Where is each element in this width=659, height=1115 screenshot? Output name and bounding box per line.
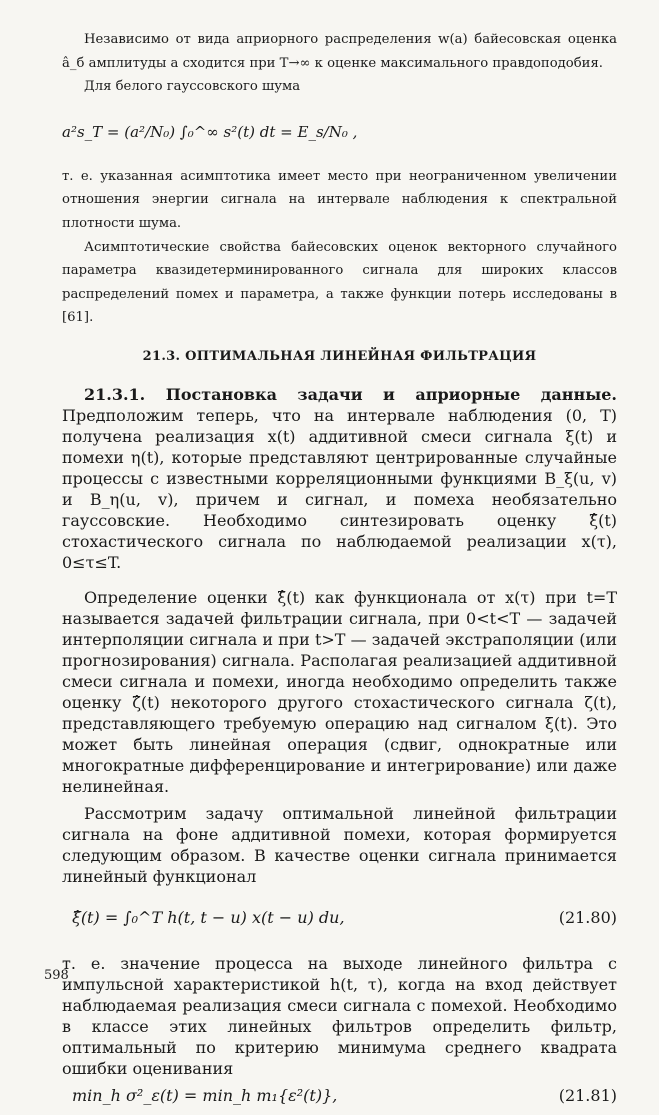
paragraph-2: Для белого гауссовского шума: [84, 79, 301, 95]
paragraph-5: [62, 384, 617, 573]
equation-21-80: [62, 891, 617, 953]
equation-21-80-number: (21.80): [558, 907, 617, 927]
paragraph-1: Независимо от вида априорного распределения w(a) байесовская оценка â_б амплитуды a сходится при T→∞ к оценке максимального правдоподобия.: [62, 32, 617, 71]
equation-21-81-number: (21.81): [558, 1085, 617, 1105]
equation-21-81-text: min_h σ²_ε(t) = min_h m₁{ε²(t)},: [72, 1085, 338, 1105]
equation-snr: [62, 103, 617, 165]
page-number: 598: [44, 968, 69, 983]
equation-snr-text: a²s_T = (a²/N₀) ∫₀^∞ s²(t) dt = E_s/N₀ ,: [62, 122, 358, 141]
paragraph-4: Асимптотические свойства байесовских оценок векторного случайного параметра квазидетерминированного сигнала для широких классов распределений помех и параметра, а также функции потерь исследованы в [61].: [62, 239, 617, 326]
equation-21-80-text: ξ̂(t) = ∫₀^T h(t, t − u) x(t − u) du,: [72, 907, 345, 927]
equation-21-81: [62, 1081, 617, 1115]
subsection-title: 21.3.1. Постановка задачи и априорные данные.: [84, 384, 617, 404]
paragraph-3: т. е. указанная асимптотика имеет место при неограниченном увеличении отношения энергии сигнала на интервале наблюдения к спектральной плотности шума.: [62, 168, 617, 231]
section-heading: 21.3. ОПТИМАЛЬНАЯ ЛИНЕЙНАЯ ФИЛЬТРАЦИЯ: [142, 348, 537, 364]
page-body: [62, 28, 617, 1115]
paragraph-6: Определение оценки ξ̂(t) как функционала от x(τ) при t=T называется задачей фильтрации сигнала, при 0<t<T — задачей интерполяции сигнала и при t>T — задачей экстраполяции (или прогнозирования) сигнала. Располагая реализацией аддитивной смеси сигнала и помехи, иногда необходимо определить также оценку ζ̂(t) некоторого другого стохастического сигнала ζ(t), представляющего требуемую операцию над сигналом ξ(t). Это может быть линейная операция (сдвиг, однократные или многократные дифференцирование и интегрирование) или даже нелинейная.: [62, 587, 617, 796]
paragraph-7: Рассмотрим задачу оптимальной линейной фильтрации сигнала на фоне аддитивной помехи, которая формируется следующим образом. В качестве оценки сигнала принимается линейный функционал: [62, 803, 617, 886]
paragraph-8: т. е. значение процесса на выходе линейного фильтра с импульсной характеристикой h(t, τ), когда на вход действует наблюдаемая реализация смеси сигнала с помехой. Необходимо в классе этих линейных фильтров определить фильтр, оптимальный по критерию минимума среднего квадрата ошибки оценивания: [62, 953, 617, 1078]
paragraph-5-text: Предположим теперь, что на интервале наблюдения (0, T) получена реализация x(t) аддитивной смеси сигнала ξ(t) и помехи η(t), которые представляют центрированные случайные процессы с известными корреляционными функциями B_ξ(u, v) и B_η(u, v), причем и сигнал, и помеха необязательно гауссовские. Необходимо синтезировать оценку ξ̂(t) стохастического сигнала по наблюдаемой реализации x(τ), 0≤τ≤T.: [62, 405, 617, 572]
